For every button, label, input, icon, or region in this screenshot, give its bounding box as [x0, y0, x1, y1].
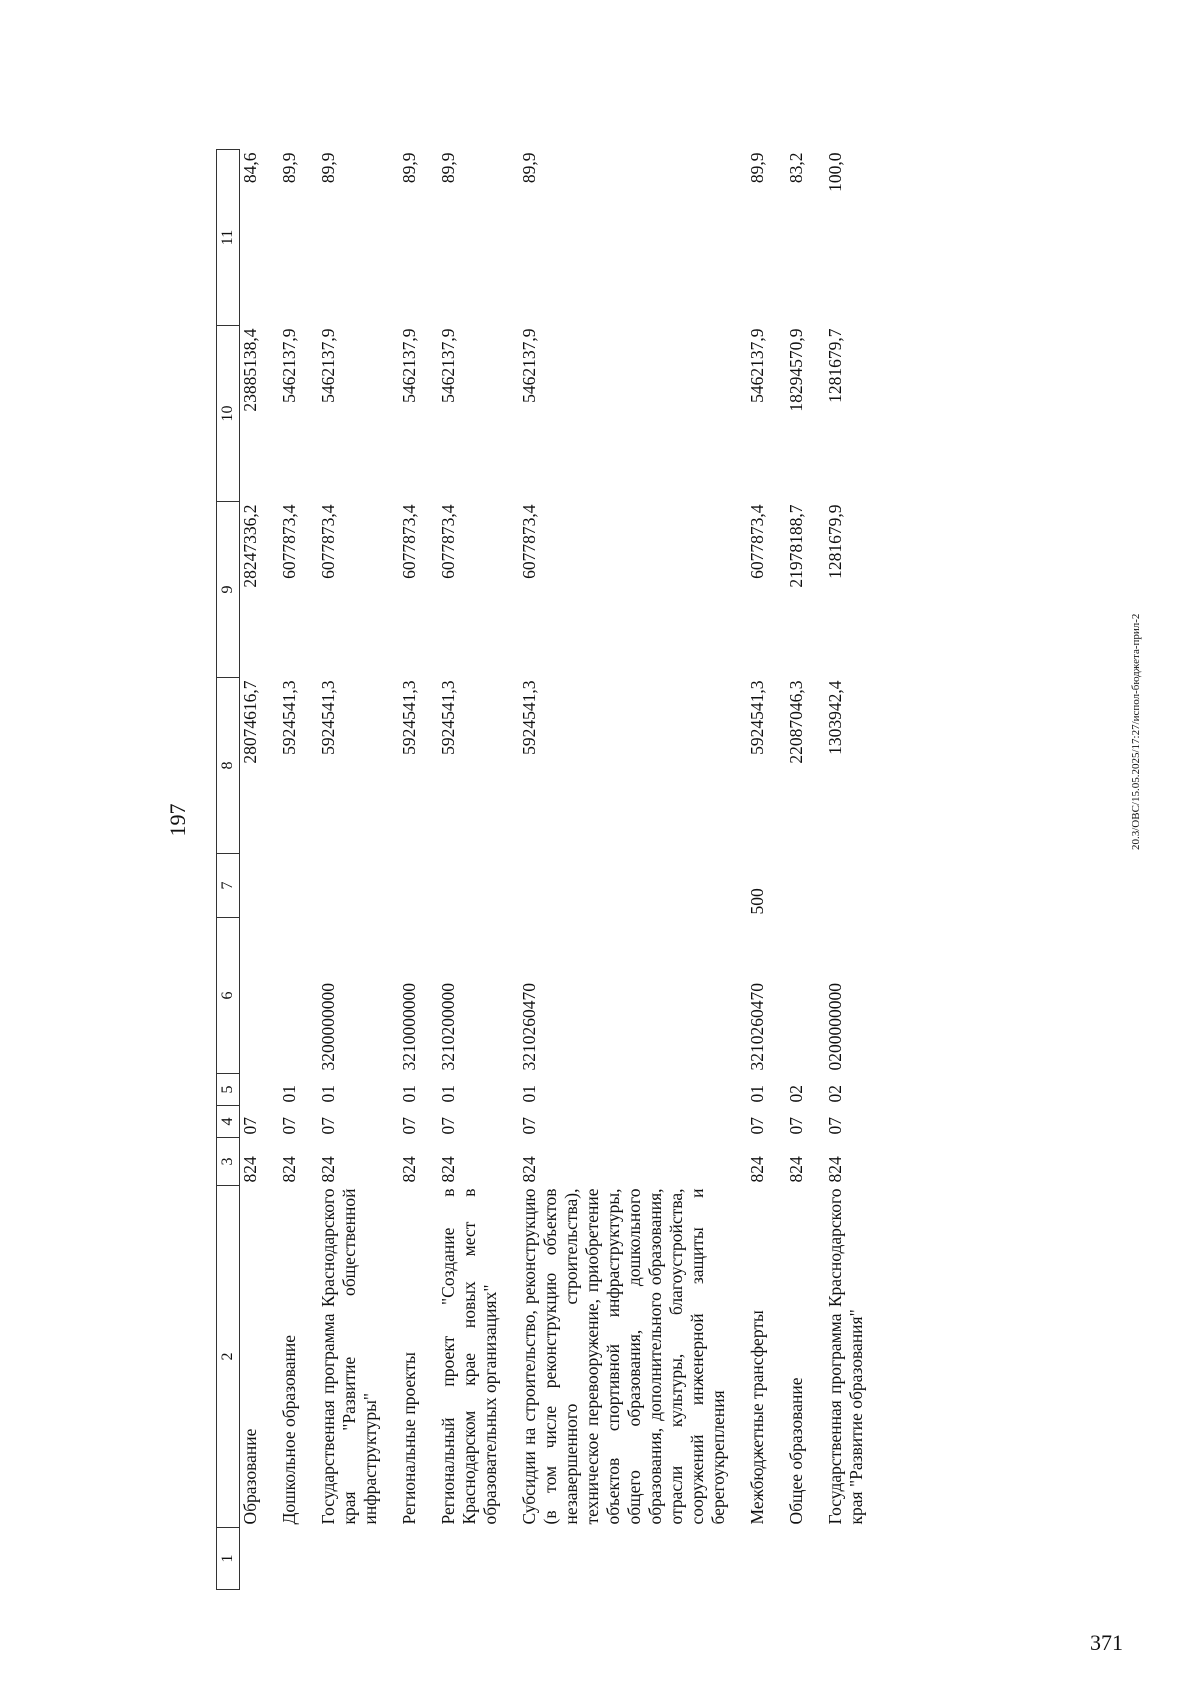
cell-c5: 02	[786, 1085, 806, 1103]
table-row	[768, 150, 807, 1590]
cell-c3: 824	[279, 1156, 299, 1183]
cell-c8: 28074616,7	[240, 680, 260, 764]
cell-name: Субсидии на строительство, реконструкцию (в том числе реконструкцию объектов незавершенного строительства), техническое перевооружение, приобретение объектов спортивной инфраструктуры, общего образования, дошкольного образования, дополнительного образования, отрасли культуры, благоустройства, сооружений инженерной защиты и берегоукрепления	[519, 1188, 728, 1525]
cell-c3: 824	[519, 1156, 539, 1183]
column-header: 4	[217, 1106, 240, 1138]
cell-c3: 824	[786, 1156, 806, 1183]
cell-c10: 5462137,9	[279, 328, 299, 403]
cell-c3: 824	[240, 1156, 260, 1183]
cell-c3: 824	[747, 1156, 767, 1183]
cell-c10: 1281679,7	[825, 328, 845, 403]
cell-c6: 3200000000	[318, 983, 338, 1071]
cell-c11: 89,9	[747, 152, 767, 184]
cell-c9: 6077873,4	[279, 504, 299, 579]
column-header: 6	[217, 918, 240, 1074]
cell-c7: 500	[747, 888, 767, 915]
cell-name: Межбюджетные трансферты	[747, 1310, 767, 1525]
cell-c6	[240, 918, 262, 1074]
table-row	[501, 150, 729, 1590]
cell-c7	[240, 854, 262, 918]
column-header: 9	[217, 502, 240, 678]
cell-c11: 89,9	[438, 152, 458, 184]
cell-name: Образование	[240, 1428, 260, 1525]
cell-c6: 3210000000	[399, 983, 419, 1071]
table-row	[261, 150, 300, 1590]
cell-c6: 3210200000	[438, 983, 458, 1071]
cell-c6	[261, 918, 300, 1074]
cell-c5: 01	[519, 1085, 539, 1103]
cell-c1	[807, 1528, 867, 1590]
cell-c9: 6077873,4	[399, 504, 419, 579]
cell-c5	[240, 1074, 262, 1106]
rotated-table-frame	[158, 50, 1038, 1590]
cell-c8: 1303942,4	[825, 680, 845, 755]
cell-name: Региональный проект "Создание в Краснодарском крае новых мест в образовательных организациях"	[438, 1188, 500, 1525]
cell-c10: 5462137,9	[519, 328, 539, 403]
column-header: 7	[217, 854, 240, 918]
cell-c4: 07	[786, 1117, 806, 1135]
cell-c8: 5924541,3	[279, 680, 299, 755]
cell-c11: 89,9	[399, 152, 419, 184]
column-header: 11	[217, 150, 240, 326]
table-row	[420, 150, 501, 1590]
cell-c4: 07	[318, 1117, 338, 1135]
cell-name: Государственная программа Краснодарского края "Развитие общественной инфраструктуры"	[318, 1188, 380, 1525]
cell-c10: 18294570,9	[786, 328, 806, 412]
header-row	[217, 150, 240, 1590]
cell-c4: 07	[279, 1117, 299, 1135]
cell-c6: 3210260470	[519, 983, 539, 1071]
cell-c7	[807, 854, 867, 918]
cell-c4: 07	[399, 1117, 419, 1135]
cell-c9: 6077873,4	[519, 504, 539, 579]
cell-name: Общее образование	[786, 1377, 806, 1525]
cell-c1	[240, 1528, 262, 1590]
table-row	[807, 150, 867, 1590]
cell-c8: 5924541,3	[318, 680, 338, 755]
cell-c11: 84,6	[240, 152, 260, 184]
cell-name: Дошкольное образование	[279, 1334, 299, 1525]
cell-c4: 07	[747, 1117, 767, 1135]
cell-c5: 02	[825, 1085, 845, 1103]
cell-c10: 5462137,9	[399, 328, 419, 403]
table-row	[729, 150, 768, 1590]
cell-c7	[261, 854, 300, 918]
column-header: 1	[217, 1528, 240, 1590]
table-row	[300, 150, 381, 1590]
folio-number: 197	[165, 803, 190, 837]
cell-c1	[261, 1528, 300, 1590]
cell-c7	[501, 854, 729, 918]
cell-c4: 07	[519, 1117, 539, 1135]
cell-c5: 01	[318, 1085, 338, 1103]
cell-c4: 07	[438, 1117, 458, 1135]
cell-c10: 5462137,9	[438, 328, 458, 403]
cell-name: Государственная программа Краснодарского края "Развитие образования"	[825, 1188, 866, 1525]
cell-c1	[501, 1528, 729, 1590]
cell-c9: 6077873,4	[747, 504, 767, 579]
column-header: 3	[217, 1138, 240, 1186]
cell-c7	[381, 854, 420, 918]
cell-c1	[381, 1528, 420, 1590]
cell-name: Региональные проекты	[399, 1352, 419, 1525]
cell-c5: 01	[747, 1085, 767, 1103]
cell-c10: 5462137,9	[318, 328, 338, 403]
page-number: 371	[1090, 1630, 1123, 1655]
document-stamp: 20.3/ОВС/15.05.2025/17:27/испол-бюджета-прил-2	[1130, 613, 1142, 850]
cell-c11: 100,0	[825, 152, 845, 192]
cell-c8: 5924541,3	[519, 680, 539, 755]
cell-c6	[768, 918, 807, 1074]
cell-c9: 6077873,4	[318, 504, 338, 579]
cell-c8: 5924541,3	[747, 680, 767, 755]
cell-c7	[420, 854, 501, 918]
column-header: 5	[217, 1074, 240, 1106]
cell-c3: 824	[825, 1156, 845, 1183]
cell-c10: 5462137,9	[747, 328, 767, 403]
cell-c3: 824	[318, 1156, 338, 1183]
cell-c9: 21978188,7	[786, 504, 806, 588]
budget-table	[216, 149, 867, 1590]
cell-c4: 07	[825, 1117, 845, 1135]
column-header: 10	[217, 326, 240, 502]
cell-c8: 22087046,3	[786, 680, 806, 764]
cell-c5: 01	[438, 1085, 458, 1103]
cell-c11: 89,9	[318, 152, 338, 184]
cell-c4: 07	[240, 1117, 260, 1135]
cell-c1	[300, 1528, 381, 1590]
cell-c10: 23885138,4	[240, 328, 260, 412]
cell-c9: 28247336,2	[240, 504, 260, 588]
cell-c6: 0200000000	[825, 983, 845, 1071]
cell-c5: 01	[279, 1085, 299, 1103]
cell-c9: 6077873,4	[438, 504, 458, 579]
cell-c8: 5924541,3	[399, 680, 419, 755]
cell-c11: 89,9	[519, 152, 539, 184]
cell-c11: 83,2	[786, 152, 806, 184]
cell-c11: 89,9	[279, 152, 299, 184]
cell-c6: 3210260470	[747, 983, 767, 1071]
cell-c8: 5924541,3	[438, 680, 458, 755]
cell-c7	[300, 854, 381, 918]
column-header: 8	[217, 678, 240, 854]
cell-c1	[420, 1528, 501, 1590]
column-header: 2	[217, 1186, 240, 1528]
cell-c3: 824	[438, 1156, 458, 1183]
table-row	[240, 150, 262, 1590]
cell-c5: 01	[399, 1085, 419, 1103]
cell-c1	[768, 1528, 807, 1590]
table-row	[381, 150, 420, 1590]
cell-c1	[729, 1528, 768, 1590]
cell-c7	[768, 854, 807, 918]
cell-c9: 1281679,9	[825, 504, 845, 579]
cell-c3: 824	[399, 1156, 419, 1183]
